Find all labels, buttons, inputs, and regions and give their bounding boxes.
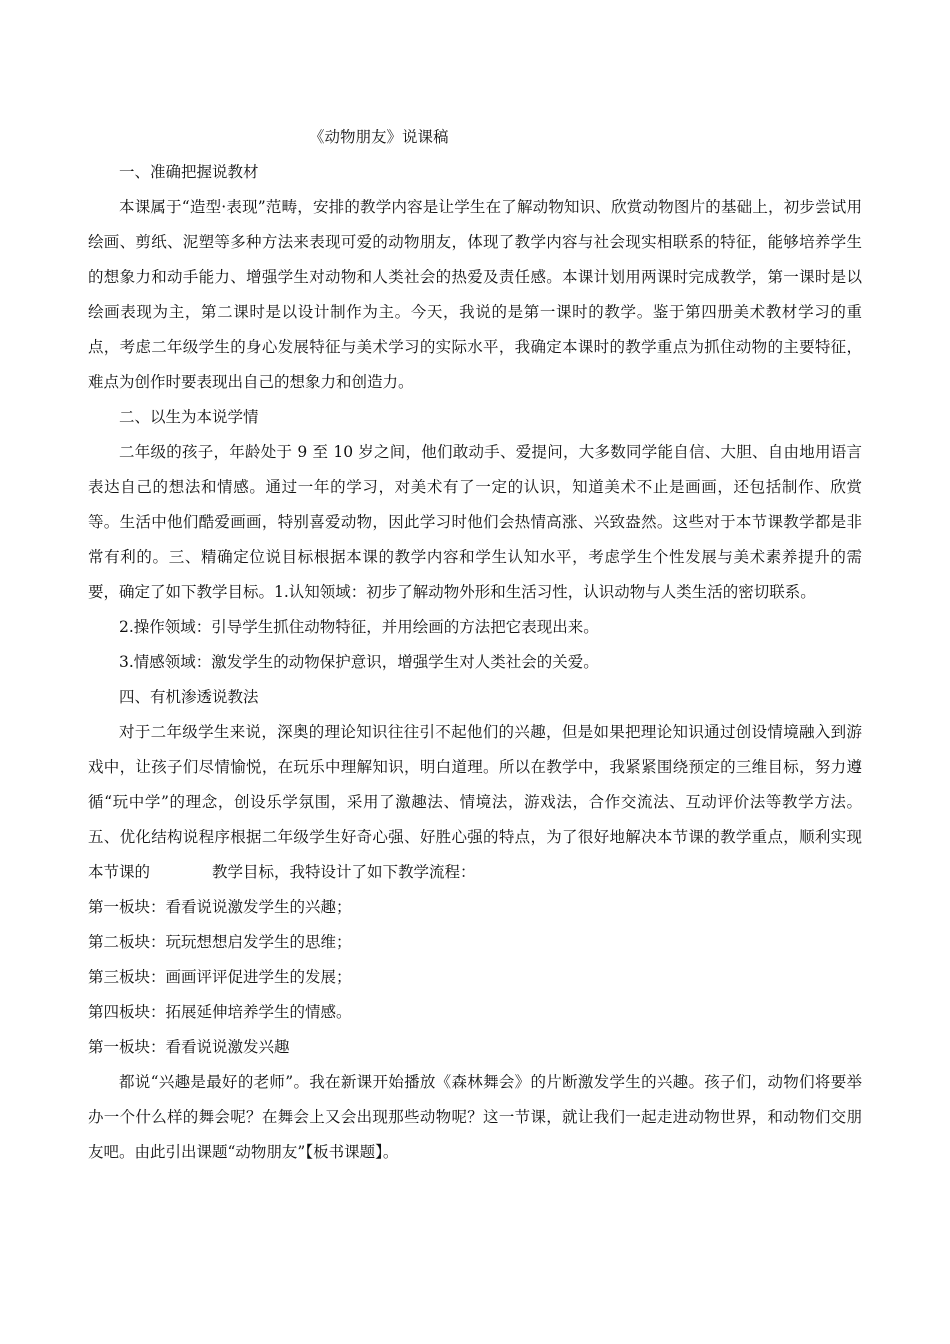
block-item-2: 第二板块：玩玩想想启发学生的思维； (88, 933, 352, 951)
block-item-4: 第四板块：拓展延伸培养学生的情感。 (88, 1003, 352, 1021)
block1-heading: 第一板块：看看说说激发兴趣 (88, 1038, 290, 1056)
section-heading-textbook: 一、准确把握说教材 (119, 163, 259, 181)
document-title: 《动物朋友》说课稿 (309, 128, 449, 146)
paragraph-methods-text-a: 对于二年级学生来说，深奥的理论知识往往引不起他们的兴趣，但是如果把理论知识通过创设情境融入到游戏中，让孩子们尽情愉悦，在玩乐中理解知识，明白道理。所以在教学中，我紧紧围绕预定的三维目标，努力遵循“玩中学”的理念，创设乐学氛围，采用了激趣法、情境法，游戏法，合作交流法、互动评价法等教学方法。五、优化结构说程序根据二年级学生好奇心强、好胜心强的特点，为了很好地解决本节课的教学重点，顺利实现本节课的 (88, 723, 862, 881)
paragraph-methods-text-b: 教学目标，我特设计了如下教学流程： (212, 863, 476, 881)
section-heading-students: 二、以生为本说学情 (119, 408, 259, 426)
block-item-3: 第三板块：画画评评促进学生的发展； (88, 968, 352, 986)
block-item-1: 第一板块：看看说说激发学生的兴趣； (88, 898, 352, 916)
paragraph-textbook: 本课属于“造型·表现”范畴，安排的教学内容是让学生在了解动物知识、欣赏动物图片的基础上，初步尝试用绘画、剪纸、泥塑等多种方法来表现可爱的动物朋友，体现了教学内容与社会现实相联系的特征，能够培养学生的想象力和动手能力、增强学生对动物和人类社会的热爱及责任感。本课计划用两课时完成教学，第一课时是以绘画表现为主，第二课时是以设计制作为主。今天，我说的是第一课时的教学。鉴于第四册美术教材学习的重点，考虑二年级学生的身心发展特征与美术学习的实际水平，我确定本课时的教学重点为抓住动物的主要特征，难点为创作时要表现出自己的想象力和创造力。 (88, 198, 862, 391)
section-heading-methods: 四、有机渗透说教法 (119, 688, 259, 706)
goal-emotion: 3.情感领域：激发学生的动物保护意识，增强学生对人类社会的关爱。 (119, 653, 599, 671)
paragraph-students: 二年级的孩子，年龄处于 9 至 10 岁之间，他们敢动手、爱提问，大多数同学能自信、大胆、自由地用语言表达自己的想法和情感。通过一年的学习，对美术有了一定的认识，知道美术不止是画画，还包括制作、欣赏等。生活中他们酷爱画画，特别喜爱动物，因此学习时他们会热情高涨、兴致盎然。这些对于本节课教学都是非常有利的。三、精确定位说目标根据本课的教学内容和学生认知水平，考虑学生个性发展与美术素养提升的需要，确定了如下教学目标。1.认知领域：初步了解动物外形和生活习性，认识动物与人类生活的密切联系。 (88, 443, 862, 601)
paragraph-block1: 都说“兴趣是最好的老师”。我在新课开始播放《森林舞会》的片断激发学生的兴趣。孩子们，动物们将要举办一个什么样的舞会呢？在舞会上又会出现那些动物呢？这一节课，就让我们一起走进动物世界，和动物们交朋友吧。由此引出课题“动物朋友”【板书课题】。 (88, 1073, 862, 1161)
goal-operation: 2.操作领域：引导学生抓住动物特征，并用绘画的方法把它表现出来。 (119, 618, 599, 636)
paragraph-methods (88, 715, 862, 890)
